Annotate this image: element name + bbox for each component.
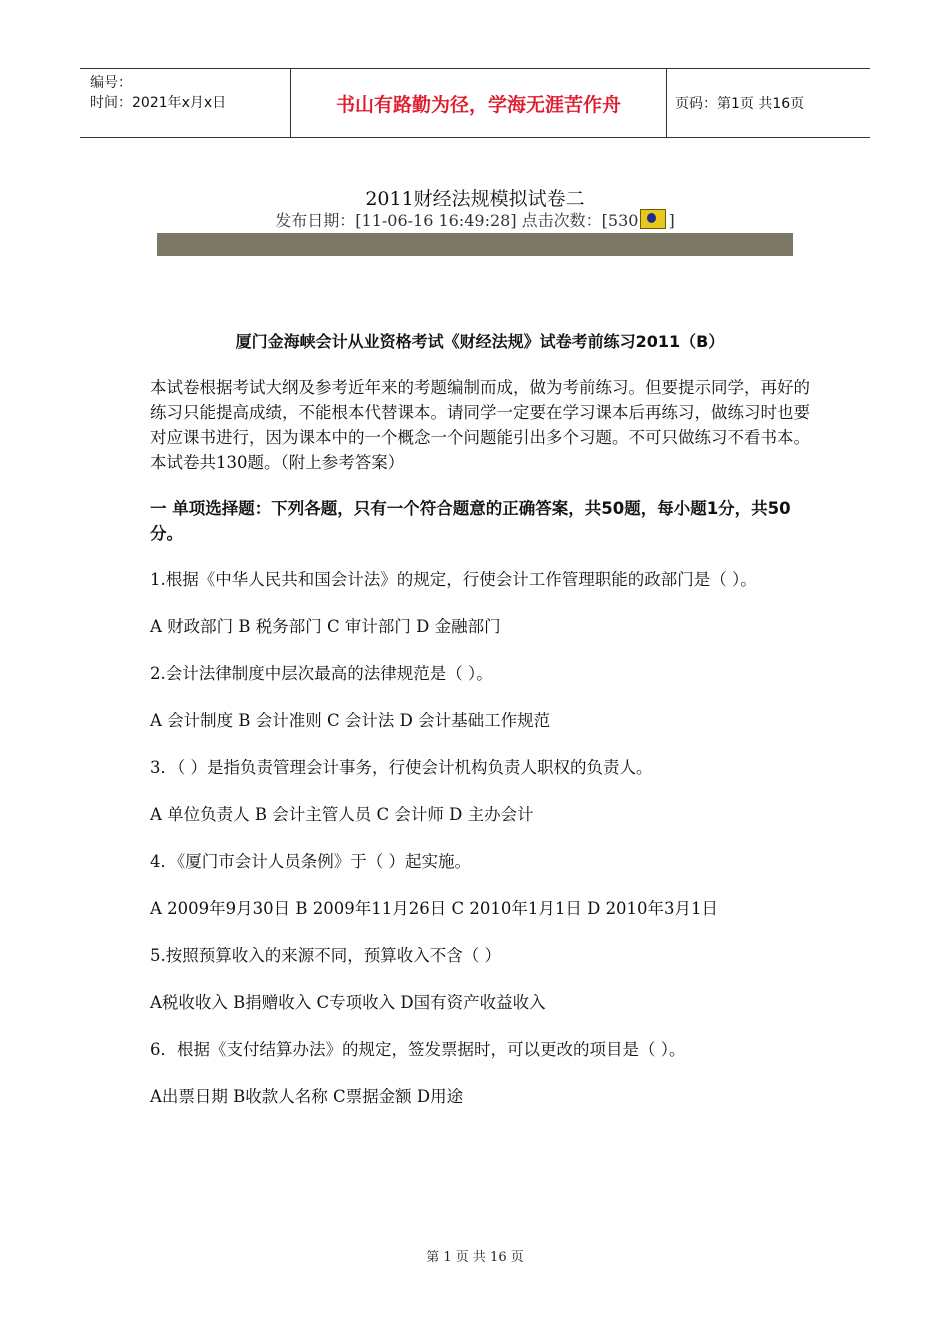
document-body [150, 329, 810, 1131]
question-text: 5.按照预算收入的来源不同，预算收入不含（ ） [150, 946, 501, 965]
question-text: 4．《厦门市会计人员条例》于（ ）起实施。 [150, 852, 471, 871]
header-info-cell [80, 69, 290, 137]
question-options: A 2009年9月30日 B 2009年11月26日 C 2010年1月1日 D 2010年3月1日 [150, 899, 719, 918]
page-title: 2011财经法规模拟试卷二 [365, 188, 585, 210]
question-options: A出票日期 B收款人名称 C票据金额 D用途 [150, 1087, 464, 1106]
question-text: 1.根据《中华人民共和国会计法》的规定，行使会计工作管理职能的政部门是（ ）。 [150, 570, 757, 589]
publish-meta-text: 发布日期：[11-06-16 16:49:28] 点击次数：[530 [275, 211, 639, 230]
question-text: 6．根据《支付结算办法》的规定，签发票据时，可以更改的项目是（ ）。 [150, 1040, 686, 1059]
question-options: A 会计制度 B 会计准则 C 会计法 D 会计基础工作规范 [150, 711, 551, 730]
header-table [80, 68, 870, 138]
motto: 书山有路勤为径，学海无涯苦作舟 [290, 69, 667, 137]
intro-paragraph: 本试卷根据考试大纲及参考近年来的考题编制而成，做为考前练习。但要提示同学，再好的练习只能提高成绩，不能根本代替课本。请同学一定要在学习课本后再练习，做练习时也要对应课书进行，因为课本中的一个概念一个问题能引出多个习题。不可只做练习不看书本。本试卷共130题。（附上参考答案） [150, 378, 810, 472]
divider-bar [157, 233, 793, 256]
publish-meta [0, 208, 950, 231]
question-options: A 财政部门 B 税务部门 C 审计部门 D 金融部门 [150, 617, 501, 636]
number-label: 编号： [90, 75, 132, 91]
publish-meta-end: ] [668, 211, 675, 230]
counter-icon [640, 209, 666, 229]
section-heading: 一 单项选择题：下列各题，只有一个符合题意的正确答案，共50题，每小题1分，共50分。 [150, 499, 791, 543]
time-label: 时间：2021年x月x日 [90, 95, 227, 111]
question-text: 2.会计法律制度中层次最高的法律规范是（ ）。 [150, 664, 493, 683]
page-footer: 第 1 页 共 16 页 [426, 1250, 524, 1265]
question-options: A税收收入 B捐赠收入 C专项收入 D国有资产收益收入 [150, 993, 546, 1012]
page-info: 页码：第1页 共16页 [675, 96, 805, 112]
exam-subtitle: 厦门金海峡会计从业资格考试《财经法规》试卷考前练习2011（B） [235, 332, 725, 351]
question-options: A 单位负责人 B 会计主管人员 C 会计师 D 主办会计 [150, 805, 534, 824]
question-text: 3．（ ）是指负责管理会计事务，行使会计机构负责人职权的负责人。 [150, 758, 653, 777]
